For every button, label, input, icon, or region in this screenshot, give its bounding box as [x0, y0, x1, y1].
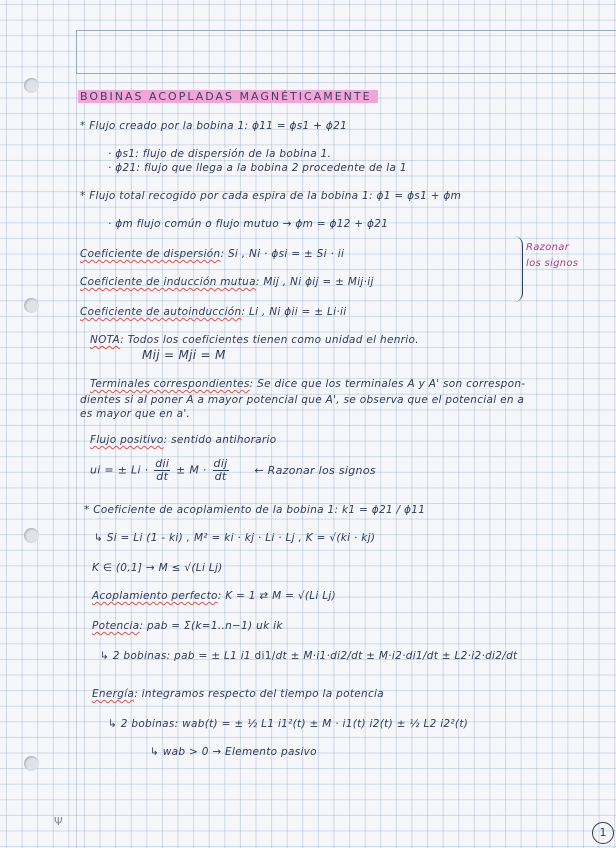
line-coef-induccion	[80, 276, 374, 288]
flujo-positivo-label: Flujo positivo	[90, 434, 164, 446]
line-flujo-comun: · ϕm flujo común o flujo mutuo → ϕm = ϕ12 + ϕ21	[108, 218, 389, 230]
line-coef-auto	[80, 306, 346, 318]
ui-lhs: ui = ± Li ·	[90, 463, 149, 477]
potencia-2b-label: ↳ 2 bobinas: pab = ± L1 i1	[100, 650, 251, 662]
coef-dispersion-formula: : Si , Ni · ϕsi = ± Si · ii	[220, 248, 345, 260]
energia-label: Energía	[92, 688, 135, 700]
coef-dispersion-label: Coeficiente de dispersión	[80, 248, 221, 260]
potencia-2b-rest: dt ± M·i1·di2/dt ± M·i2·di1/dt ± L2·i2·di2/dt	[275, 650, 518, 662]
line-flujo-total: * Flujo total recogido por cada espira de la bobina 1: ϕ1 = ϕs1 + ϕm	[80, 190, 462, 202]
terminales-text-2: dientes si al poner A a mayor potencial que A', se observa que el potencial en a	[80, 394, 525, 406]
brace	[514, 236, 523, 302]
line-coef-dispersion	[80, 248, 344, 260]
ring-icon: Ψ	[54, 815, 63, 828]
ui-equation	[90, 458, 376, 483]
line-acoplamiento-eqs: ↳ Si = Li (1 - ki) , M² = ki · kj · Li · Lj , K = √(ki · kj)	[94, 532, 376, 544]
line-flujo-positivo	[90, 434, 276, 446]
page-title: BOBINAS ACOPLADAS MAGNÉTICAMENTE	[78, 90, 378, 103]
coef-induccion-label: Coeficiente de inducción mutua	[80, 276, 256, 288]
potencia-text: : pab = Σ(k=1..n−1) uk ik	[139, 620, 283, 632]
nota-text: : Todos los coeficientes tienen como unidad el henrio.	[120, 334, 419, 346]
flujo-positivo-text: : sentido antihorario	[163, 434, 277, 446]
margin-line	[76, 72, 77, 848]
perfecto-text: : K = 1 ⇄ M = √(Li Lj)	[217, 590, 337, 602]
line-k-range: K ∈ (0,1] → M ≤ √(Li Lj)	[92, 562, 223, 574]
ui-frac-2-den: dt	[214, 470, 227, 484]
line-flujo-creado: * Flujo creado por la bobina 1: ϕ11 = ϕs1 + ϕ21	[80, 120, 348, 132]
terminales-label: Terminales correspondientes	[90, 378, 250, 390]
ui-frac-1-den: dt	[156, 470, 169, 484]
binder-hole	[24, 756, 39, 771]
coef-auto-label: Coeficiente de autoinducción	[80, 306, 242, 318]
line-def-21: · ϕ21: flujo que llega a la bobina 2 procedente de la 1	[108, 162, 407, 174]
terminales-text-3: es mayor que en a'.	[80, 408, 191, 420]
ui-frac-2-num: dij	[213, 457, 228, 470]
ui-frac-1	[154, 458, 170, 483]
binder-hole	[24, 78, 39, 93]
terminales-text-1: : Se dice que los terminales A y A' son correspon-	[249, 378, 526, 390]
brace-note: Razonar los signos	[526, 242, 579, 269]
line-energia-pasivo: ↳ wab > 0 → Elemento pasivo	[150, 746, 317, 758]
line-energia-2b: ↳ 2 bobinas: wab(t) = ± ½ L1 i1²(t) ± M · i1(t) i2(t) ± ½ L2 i2²(t)	[108, 718, 469, 730]
energia-text: : integramos respecto del tiempo la potencia	[134, 688, 384, 700]
line-perfecto	[92, 590, 336, 602]
ui-frac-2	[213, 458, 229, 483]
nota-equation: Mij = Mji = M	[142, 348, 226, 362]
binder-hole	[24, 298, 39, 313]
perfecto-label: Acoplamiento perfecto	[92, 590, 218, 602]
line-terminales	[90, 378, 525, 390]
line-def-s1: · ϕs1: flujo de dispersión de la bobina 1.	[108, 148, 332, 160]
ui-frac-1-num: dii	[155, 457, 170, 470]
header-box	[76, 30, 616, 74]
line-potencia-2b: ↳ 2 bobinas: pab = ± L1 i1 di1/dt ± M·i1·di2/dt ± M·i2·di1/dt ± L2·i2·di2/dt	[100, 650, 518, 662]
line-potencia	[92, 620, 283, 632]
page-number: 1	[592, 822, 614, 844]
ui-mid: ± M ·	[176, 463, 207, 477]
coef-induccion-formula: : Mij , Ni ϕij = ± Mij·ij	[255, 276, 374, 288]
ui-note: ← Razonar los signos	[254, 463, 376, 477]
nota-label: NOTA	[90, 334, 121, 346]
coef-auto-formula: : Li , Ni ϕii = ± Li·ii	[241, 306, 347, 318]
line-acoplamiento: * Coeficiente de acoplamiento de la bobina 1: k1 = ϕ21 / ϕ11	[84, 504, 426, 516]
potencia-label: Potencia	[92, 620, 140, 632]
line-nota	[90, 334, 419, 346]
binder-hole	[24, 528, 39, 543]
line-energia	[92, 688, 384, 700]
